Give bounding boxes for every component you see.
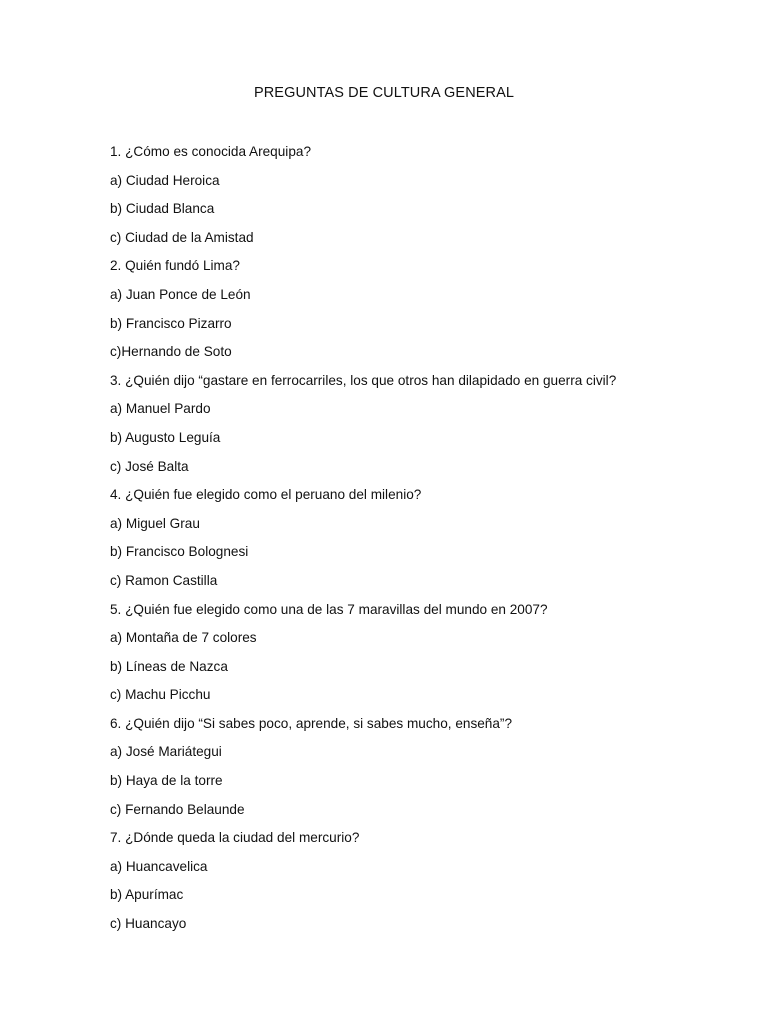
answer-line: c) Fernando Belaunde	[110, 801, 245, 817]
question-line: 2. Quién fundó Lima?	[110, 258, 240, 274]
answer-line: b) Apurímac	[110, 887, 184, 903]
answer-line: c) José Balta	[110, 458, 189, 474]
answer-line: b) Francisco Pizarro	[110, 315, 232, 331]
question-list	[110, 143, 730, 944]
answer-line: b) Haya de la torre	[110, 773, 223, 789]
answer-line: a) José Mariátegui	[110, 744, 222, 760]
answer-line: a) Montaña de 7 colores	[110, 630, 257, 646]
answer-line: a) Manuel Pardo	[110, 401, 211, 417]
answer-line: b) Líneas de Nazca	[110, 658, 228, 674]
question-line: 3. ¿Quién dijo “gastare en ferrocarriles, los que otros han dilapidado en guerra civil?	[110, 372, 617, 388]
question-line: 4. ¿Quién fue elegido como el peruano del milenio?	[110, 487, 422, 503]
answer-line: a) Miguel Grau	[110, 515, 200, 531]
answer-line: c) Huancayo	[110, 916, 187, 932]
answer-line: a) Ciudad Heroica	[110, 172, 220, 188]
answer-line: c)Hernando de Soto	[110, 344, 232, 360]
answer-line: c) Ramon Castilla	[110, 572, 218, 588]
answer-line: b) Ciudad Blanca	[110, 201, 215, 217]
answer-line: a) Juan Ponce de León	[110, 286, 251, 302]
question-line: 7. ¿Dónde queda la ciudad del mercurio?	[110, 830, 360, 846]
answer-line: a) Huancavelica	[110, 858, 208, 874]
document-title: PREGUNTAS DE CULTURA GENERAL	[253, 85, 515, 101]
answer-line: c) Machu Picchu	[110, 687, 211, 703]
answer-line: c) Ciudad de la Amistad	[110, 229, 254, 245]
answer-line: b) Francisco Bolognesi	[110, 544, 249, 560]
question-line: 5. ¿Quién fue elegido como una de las 7 maravillas del mundo en 2007?	[110, 601, 548, 617]
question-line: 6. ¿Quién dijo “Si sabes poco, aprende, si sabes mucho, enseña”?	[110, 715, 513, 731]
question-line: 1. ¿Cómo es conocida Arequipa?	[110, 144, 312, 159]
answer-line: b) Augusto Leguía	[110, 429, 221, 445]
